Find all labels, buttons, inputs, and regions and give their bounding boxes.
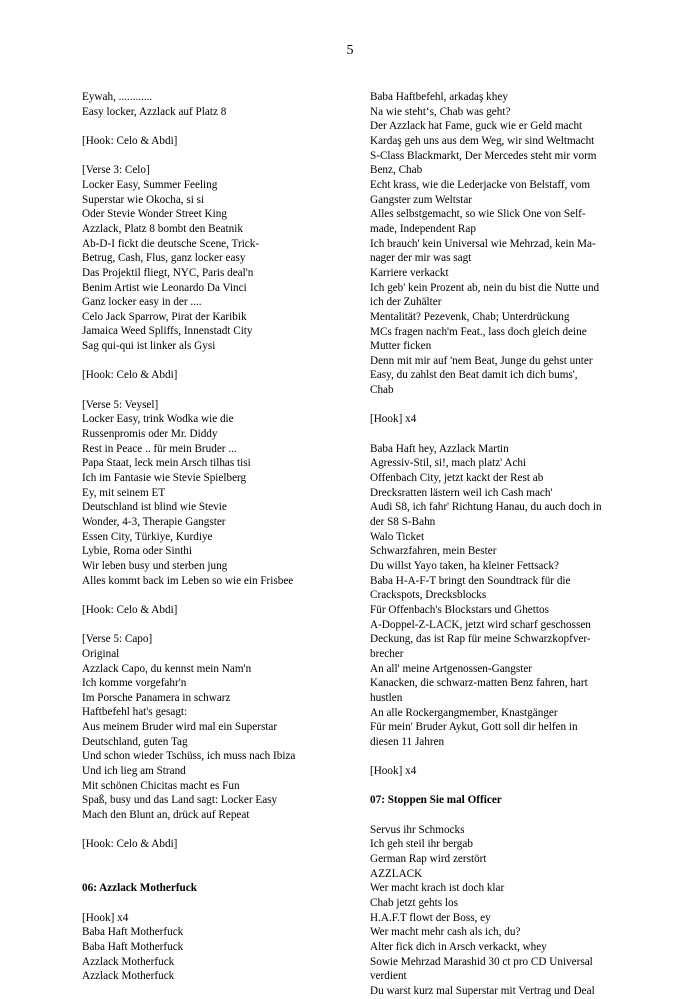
- lyric-line: Wonder, 4-3, Therapie Gangster: [82, 515, 226, 528]
- lyric-line: Mutter ficken: [370, 340, 432, 353]
- lyric-line: Wer macht krach ist doch klar: [370, 882, 505, 895]
- blank-line: [82, 149, 344, 164]
- lyric-line: Baba H-A-F-T bringt den Soundtrack für die: [370, 574, 571, 587]
- lyric-line: Original: [82, 647, 120, 660]
- blank-line: [82, 119, 344, 134]
- lyric-line: Und ich lieg am Strand: [82, 765, 186, 778]
- lyric-line: Haftbefehl hat's gesagt:: [82, 706, 188, 719]
- blank-line: [82, 354, 344, 369]
- lyric-line: Deutschland ist blind wie Stevie: [82, 501, 227, 514]
- lyric-line: Kardaş geh uns aus dem Weg, wir sind Weltmacht: [370, 134, 595, 147]
- lyric-line: Azzlack Capo, du kennst mein Nam'n: [82, 662, 252, 675]
- lyric-line: Schwarzfahren, mein Bester: [370, 545, 497, 558]
- lyric-line: Echt krass, wie die Lederjacke von Belstaff, vom: [370, 178, 591, 191]
- lyric-line: An all' meine Artgenossen-Gangster: [370, 662, 533, 675]
- lyric-line: made, Independent Rap: [370, 222, 476, 235]
- lyric-line: Das Projektil fliegt, NYC, Paris deal'n: [82, 266, 254, 279]
- song-title: 06: Azzlack Motherfuck: [82, 882, 197, 895]
- lyric-line: hustlen: [370, 691, 403, 704]
- lyric-line: [Hook: Celo & Abdi]: [82, 838, 178, 851]
- lyric-line: Karriere verkackt: [370, 266, 449, 279]
- lyric-line: Betrug, Cash, Flus, ganz locker easy: [82, 252, 246, 265]
- lyric-line: Spaß, busy und das Land sagt: Locker Easy: [82, 794, 278, 807]
- blank-line: [370, 808, 620, 823]
- lyric-line: [Hook] x4: [370, 413, 417, 426]
- blank-line: [370, 750, 620, 765]
- lyric-line: Easy, du zahlst den Beat damit ich dich bums',: [370, 369, 578, 382]
- lyric-line: [Verse 3: Celo]: [82, 164, 150, 177]
- lyric-line: diesen 11 Jahren: [370, 735, 445, 748]
- lyric-line: Ich geh steil ihr bergab: [370, 838, 473, 851]
- lyric-line: Wer macht mehr cash als ich, du?: [370, 926, 521, 939]
- lyric-line: Russenpromis oder Mr. Diddy: [82, 428, 218, 441]
- song-title: 07: Stoppen Sie mal Officer: [370, 794, 502, 807]
- lyric-line: nager der mir was sagt: [370, 252, 472, 265]
- lyric-line: brecher: [370, 647, 404, 660]
- lyric-line: Alles selbstgemacht, so wie Slick One von Self-: [370, 208, 586, 221]
- lyric-line: Oder Stevie Wonder Street King: [82, 208, 227, 221]
- lyric-line: Azzlack Motherfuck: [82, 970, 175, 983]
- lyric-line: Crackspots, Drecksblocks: [370, 589, 487, 602]
- lyric-line: Lybie, Roma oder Sinthi: [82, 545, 193, 558]
- lyric-line: Ab-D-I fickt die deutsche Scene, Trick-: [82, 237, 260, 250]
- lyric-line: Sag qui-qui ist linker als Gysi: [82, 340, 216, 353]
- lyric-line: AZZLACK: [370, 867, 423, 880]
- lyric-line: Ich geb' kein Prozent ab, nein du bist die Nutte und: [370, 281, 600, 294]
- blank-line: [370, 398, 620, 413]
- lyric-line: Azzlack Motherfuck: [82, 955, 175, 968]
- lyric-line: Ey, mit seinem ET: [82, 486, 166, 499]
- lyric-line: Essen City, Türkiye, Kurdiye: [82, 530, 213, 543]
- lyric-line: Mentalität? Pezevenk, Chab; Unterdrückung: [370, 310, 570, 323]
- lyric-line: Deutschland, guten Tag: [82, 735, 188, 748]
- lyric-line: Papa Staat, leck mein Arsch tilhas tisi: [82, 457, 251, 470]
- lyric-line: German Rap wird zerstört: [370, 853, 487, 866]
- lyric-line: Na wie steht‘s, Chab was geht?: [370, 105, 511, 118]
- lyric-line: Wir leben busy und sterben jung: [82, 559, 228, 572]
- lyric-line: [Verse 5: Veysel]: [82, 398, 159, 411]
- lyric-line: A-Doppel-Z-LACK, jetzt wird scharf geschossen: [370, 618, 591, 631]
- blank-line: [82, 896, 344, 911]
- lyric-line: Für mein' Bruder Aykut, Gott soll dir helfen in: [370, 721, 578, 734]
- blank-line: [82, 383, 344, 398]
- lyric-line: Chab jetzt gehts los: [370, 897, 458, 910]
- lyric-line: [Hook] x4: [370, 765, 417, 778]
- lyric-line: Baba Haft Motherfuck: [82, 926, 184, 939]
- lyric-line: Ich komme vorgefahr'n: [82, 677, 187, 690]
- lyric-line: Baba Haft hey, Azzlack Martin: [370, 442, 509, 455]
- lyric-line: Sowie Mehrzad Marashid 30 ct pro CD Universal: [370, 955, 593, 968]
- lyric-line: Ganz locker easy in der ....: [82, 296, 202, 309]
- left-text-column: [82, 90, 344, 984]
- lyric-line: Superstar wie Okocha, si si: [82, 193, 205, 206]
- lyric-line: Locker Easy, Summer Feeling: [82, 178, 218, 191]
- lyric-line: Offenbach City, jetzt kackt der Rest ab: [370, 472, 544, 485]
- lyric-line: Gangster zum Weltstar: [370, 193, 473, 206]
- blank-line: [82, 852, 344, 881]
- lyric-line: Du willst Yayo taken, ha kleiner Fettsack?: [370, 559, 559, 572]
- lyric-line: Benz, Chab: [370, 164, 423, 177]
- lyric-line: Kanacken, die schwarz-matten Benz fahren, hart: [370, 677, 588, 690]
- lyric-line: Drecksratten lästern weil ich Cash mach': [370, 486, 553, 499]
- lyric-line: Für Offenbach's Blockstars und Ghettos: [370, 603, 549, 616]
- lyric-line: Im Porsche Panamera in schwarz: [82, 691, 231, 704]
- lyric-line: Mach den Blunt an, drück auf Repeat: [82, 809, 250, 822]
- lyric-line: Denn mit mir auf 'nem Beat, Junge du gehst unter: [370, 354, 593, 367]
- lyric-line: [Verse 5: Capo]: [82, 633, 153, 646]
- blank-line: [370, 779, 620, 794]
- lyric-line: Alles kommt back im Leben so wie ein Frisbee: [82, 574, 294, 587]
- blank-line: [82, 618, 344, 633]
- lyric-line: Rest in Peace .. für mein Bruder ...: [82, 442, 237, 455]
- lyric-line: H.A.F.T flowt der Boss, ey: [370, 911, 491, 924]
- lyric-line: Eywah, ............: [82, 91, 153, 103]
- lyric-line: Celo Jack Sparrow, Pirat der Karibik: [82, 310, 247, 323]
- lyric-line: Chab: [370, 384, 394, 397]
- lyric-line: An alle Rockergangmember, Knastgänger: [370, 706, 558, 719]
- lyric-line: S-Class Blackmarkt, Der Mercedes steht mir vorm: [370, 149, 597, 162]
- lyric-line: Ich brauch' kein Universal wie Mehrzad, kein Ma-: [370, 237, 596, 250]
- lyric-line: Der Azzlack hat Fame, guck wie er Geld macht: [370, 120, 583, 133]
- lyric-line: Audi S8, ich fahr' Richtung Hanau, du auch doch in: [370, 501, 602, 514]
- lyric-line: Servus ihr Schmocks: [370, 823, 465, 836]
- blank-line: [82, 588, 344, 603]
- lyric-line: Azzlack, Platz 8 bombt den Beatnik: [82, 222, 243, 235]
- lyric-line: Mit schönen Chicitas macht es Fun: [82, 779, 240, 792]
- lyric-line: Easy locker, Azzlack auf Platz 8: [82, 105, 227, 118]
- lyric-line: Benim Artist wie Leonardo Da Vinci: [82, 281, 247, 294]
- lyric-line: Alter fick dich in Arsch verkackt, whey: [370, 940, 547, 953]
- blank-line: [82, 823, 344, 838]
- lyric-line: ich der Zuhälter: [370, 296, 442, 309]
- lyric-line: MCs fragen nach'm Feat., lass doch gleich deine: [370, 325, 587, 338]
- lyric-line: Baba Haftbefehl, arkadaş khey: [370, 91, 508, 103]
- lyric-line: Baba Haft Motherfuck: [82, 940, 184, 953]
- lyric-line: Und schon wieder Tschüss, ich muss nach Ibiza: [82, 750, 296, 763]
- lyric-line: der S8 S-Bahn: [370, 516, 436, 528]
- lyric-line: [Hook: Celo & Abdi]: [82, 369, 178, 382]
- lyric-line: [Hook] x4: [82, 911, 129, 924]
- right-text-column: [370, 90, 620, 999]
- lyric-line: Walo Ticket: [370, 530, 425, 543]
- lyric-line: Aus meinem Bruder wird mal ein Superstar: [82, 721, 278, 734]
- blank-line: [370, 427, 620, 442]
- lyric-line: Deckung, das ist Rap für meine Schwarzkopfver-: [370, 633, 591, 646]
- lyric-line: [Hook: Celo & Abdi]: [82, 134, 178, 147]
- lyric-line: Jamaica Weed Spliffs, Innenstadt City: [82, 325, 253, 338]
- lyric-line: Locker Easy, trink Wodka wie die: [82, 413, 234, 426]
- page-number: 5: [346, 43, 354, 58]
- lyric-line: Ich im Fantasie wie Stevie Spielberg: [82, 472, 247, 484]
- lyric-line: [Hook: Celo & Abdi]: [82, 603, 178, 616]
- lyric-line: Agressiv-Stil, si!, mach platz' Achi: [370, 457, 527, 470]
- lyric-line: verdient: [370, 970, 407, 983]
- lyric-line: Du warst kurz mal Superstar mit Vertrag und Deal: [370, 984, 595, 997]
